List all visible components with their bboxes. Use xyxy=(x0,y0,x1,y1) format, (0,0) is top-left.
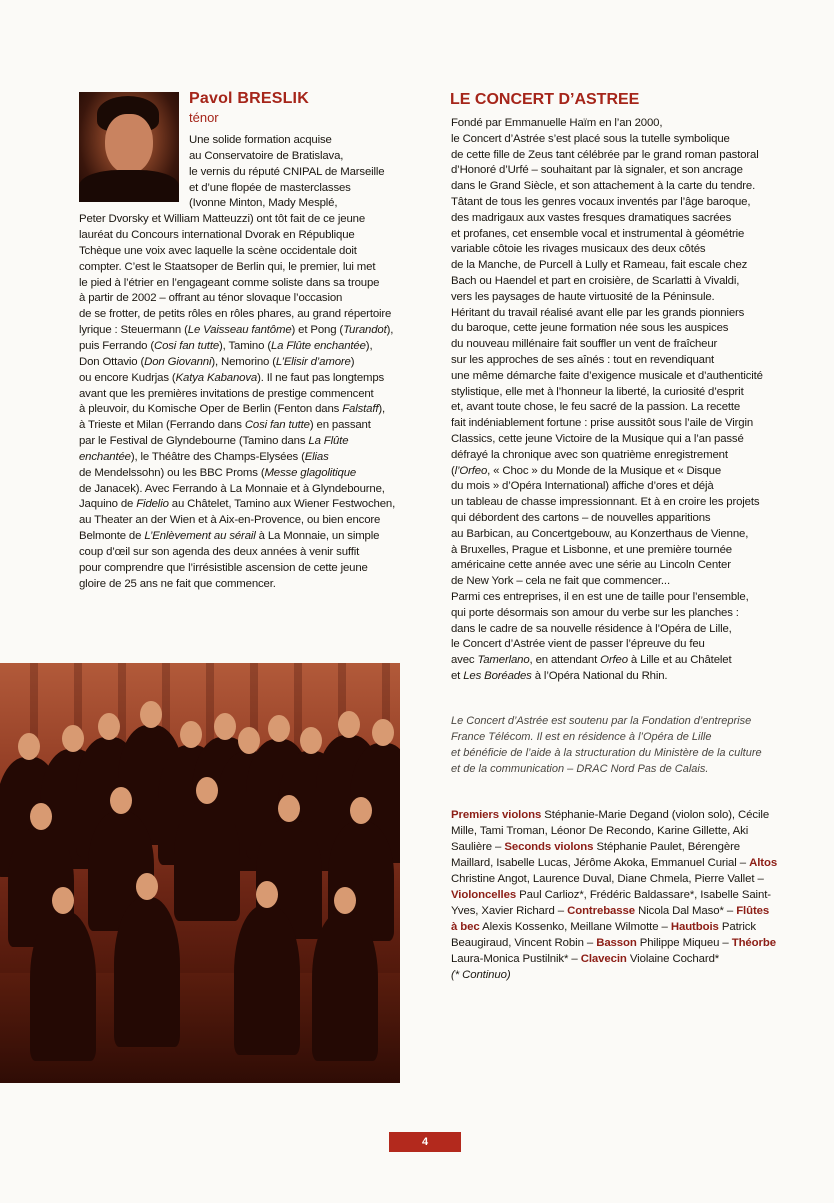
text-line xyxy=(451,163,781,179)
title-italic: Elias xyxy=(304,450,329,463)
text-segment: avec xyxy=(451,654,478,667)
text-segment: le Concert d’Astrée vient de passer l’épreuve du feu xyxy=(451,638,705,651)
text-segment: Tchèque une voix avec laquelle la scène occidentale doit xyxy=(79,244,357,257)
text-segment: à Bruxelles, Prague et Lisbonne, et une première tournée xyxy=(451,543,732,556)
title-italic: Katya Kabanova xyxy=(175,371,258,384)
text-segment: vers les paysages de haute virtuosité de la Péninsule. xyxy=(451,290,715,303)
text-line xyxy=(451,543,781,559)
text-line xyxy=(79,212,401,228)
text-line xyxy=(451,306,781,322)
text-line xyxy=(451,274,781,290)
ensemble-roster xyxy=(451,807,778,983)
title-italic: Messe glagolitique xyxy=(264,466,357,479)
page-number: 4 xyxy=(389,1132,461,1152)
text-segment: Bach ou Haendel et part en croisière, de Scarlatti à Vivaldi, xyxy=(451,274,740,287)
text-segment: Héritant du travail réalisé avant elle par les grands pionniers xyxy=(451,306,745,319)
musician-names: Saulière – xyxy=(451,841,505,853)
text-segment: de cette fille de Zeus tant célébrée par le grand roman pastoral xyxy=(451,148,759,161)
text-line xyxy=(451,511,781,527)
text-line xyxy=(79,418,401,434)
instrument-section: Premiers violons xyxy=(451,809,542,821)
photo-person-face xyxy=(180,721,202,748)
text-line xyxy=(79,466,401,482)
text-line xyxy=(451,321,781,337)
musician-names: Paul Carlioz*, Frédéric Baldassare*, Isabelle Saint- xyxy=(516,889,771,901)
photo-person-body xyxy=(234,905,300,1055)
text-segment: ) et Pong ( xyxy=(291,324,344,337)
text-line xyxy=(451,637,781,653)
text-line xyxy=(451,337,781,353)
text-line xyxy=(79,276,401,292)
text-line xyxy=(79,371,401,387)
photo-person-face xyxy=(110,787,132,814)
photo-person-face xyxy=(338,711,360,738)
musician-names: Alexis Kossenko, Meillane Wilmotte – xyxy=(479,921,671,933)
text-line xyxy=(79,339,401,355)
text-line xyxy=(451,179,781,195)
ensemble-title: LE CONCERT D’ASTREE xyxy=(450,91,640,108)
roster-line xyxy=(451,807,775,823)
text-segment: ), Nemorino ( xyxy=(211,355,276,368)
roster-line xyxy=(451,903,775,919)
text-segment: le pied à l’étrier en l’engageant comme soliste dans sa troupe xyxy=(79,276,380,289)
text-line xyxy=(79,434,401,450)
text-line xyxy=(451,606,781,622)
title-italic: Cosi fan tutte xyxy=(244,419,310,432)
roster-line xyxy=(451,951,775,967)
text-segment: et, avant toute chose, le feu sacré de la passion. La recette xyxy=(451,401,741,414)
text-line xyxy=(451,290,781,306)
text-line xyxy=(79,529,401,545)
musician-names: Stéphanie-Marie Degand (violon solo), Cécile xyxy=(541,809,770,821)
text-segment: Parmi ces entreprises, il en est une de taille pour l’ensemble, xyxy=(451,590,749,603)
title-italic: Les Boréades xyxy=(463,669,532,682)
photo-person-face xyxy=(350,797,372,824)
text-segment: à Lille et au Châtelet xyxy=(627,654,732,667)
sponsor-line: France Télécom. Il est en résidence à l’Opéra de Lille xyxy=(451,731,712,743)
text-line xyxy=(451,369,781,385)
roster-line xyxy=(451,919,775,935)
instrument-section: Contrebasse xyxy=(567,905,635,917)
musician-names: Yves, Xavier Richard – xyxy=(451,905,568,917)
photo-person-face xyxy=(214,713,236,740)
text-segment: au Theater an der Wien et à Aix-en-Provence, ou bien encore xyxy=(79,514,381,527)
text-line xyxy=(79,450,401,466)
title-italic: Cosi fan tutte xyxy=(154,339,220,352)
text-line xyxy=(451,448,781,464)
photo-person-face xyxy=(372,719,394,746)
text-line xyxy=(451,590,781,606)
text-line xyxy=(79,355,401,371)
text-line xyxy=(79,577,401,593)
text-segment: avant que les premières invitations de prestige commencent xyxy=(79,387,374,400)
text-line xyxy=(451,527,781,543)
title-italic: Falstaff xyxy=(342,403,379,416)
text-segment: coup d’œil sur son agenda des deux années à venir suffit xyxy=(79,545,360,558)
text-segment: ou encore Kudrjas ( xyxy=(79,371,176,384)
title-italic: Le Vaisseau fantôme xyxy=(187,324,292,337)
artist-role: ténor xyxy=(189,110,219,125)
text-segment: Belmonte de xyxy=(79,530,145,543)
text-line xyxy=(79,387,401,403)
musician-names: Beaugiraud, Vincent Robin – xyxy=(451,937,597,949)
text-segment: à La Monnaie, un simple xyxy=(255,530,380,543)
text-line xyxy=(451,400,781,416)
text-line xyxy=(451,258,781,274)
text-segment: une même démarche faite d’exigence musicale et d’authenticité xyxy=(451,369,763,382)
text-segment: à pleuvoir, du Komische Oper de Berlin (Fenton dans xyxy=(79,403,343,416)
text-line xyxy=(79,545,401,561)
text-line xyxy=(451,132,781,148)
text-segment: ) en passant xyxy=(309,419,371,432)
text-segment: pour comprendre que l’irrésistible ascension de cette jeune xyxy=(79,561,368,574)
text-segment: par le Festival de Glyndebourne (Tamino dans xyxy=(79,435,309,448)
text-segment: du nouveau millénaire fait souffler un vent de fraîcheur xyxy=(451,338,718,351)
text-segment: de la Manche, de Purcell à Lully et Rameau, fait escale chez xyxy=(451,259,748,272)
instrument-section: Flûtes xyxy=(736,905,770,917)
title-italic: enchantée xyxy=(79,450,131,463)
text-segment: Classics, cette jeune Victoire de la Musique qui a l’an passé xyxy=(451,432,744,445)
title-italic: L’Enlèvement au sérail xyxy=(144,530,256,543)
text-segment: variable côtoie les rivages musicaux des deux côtés xyxy=(451,243,706,256)
musician-names: Nicola Dal Maso* – xyxy=(635,905,737,917)
text-segment: au Conservatoire de Bratislava, xyxy=(189,149,344,162)
text-line xyxy=(79,513,401,529)
text-line xyxy=(451,227,781,243)
musician-names: Stéphanie Paulet, Bérengère xyxy=(593,841,741,853)
text-line xyxy=(451,622,781,638)
instrument-section: Clavecin xyxy=(580,953,627,965)
text-line xyxy=(79,196,401,212)
photo-person-body xyxy=(174,801,240,921)
photo-person-body xyxy=(30,911,96,1061)
text-segment: au Châtelet, Tamino aux Wiener Festwochen, xyxy=(168,498,396,511)
text-segment: du baroque, cette jeune formation née sous les auspices xyxy=(451,322,729,335)
text-segment: à l’Opéra National du Rhin. xyxy=(531,669,668,682)
text-segment: (Ivonne Minton, Mady Mesplé, xyxy=(189,197,338,210)
text-segment: un tableau de chasse impressionnant. Et à en croire les projets xyxy=(451,496,760,509)
instrument-section: à bec xyxy=(451,921,480,933)
text-segment: lauréat du Concours international Dvorak en République xyxy=(79,229,355,242)
text-line xyxy=(79,291,401,307)
text-segment: sur les approches de ses aînés : tout en revendiquant xyxy=(451,353,715,366)
text-segment: ( xyxy=(451,464,455,477)
instrument-section: Basson xyxy=(596,937,637,949)
roster-line xyxy=(451,839,775,855)
text-segment: défrayé la chronique avec son quatrième enregistrement xyxy=(451,448,728,461)
text-segment: Une solide formation acquise xyxy=(189,134,332,146)
text-line xyxy=(451,148,781,164)
text-segment: fait indéniablement fortune : prise aussitôt sous l’aile de Virgin xyxy=(451,417,754,430)
text-segment: ), le Théâtre des Champs-Elysées ( xyxy=(130,450,305,463)
text-segment: puis Ferrando ( xyxy=(79,339,154,352)
text-segment: de Janacek). Avec Ferrando à La Monnaie et à Glyndebourne, xyxy=(79,482,385,495)
ensemble-photo xyxy=(0,663,400,1083)
roster-line xyxy=(451,935,775,951)
sponsor-line: et bénéficie de l’aide à la structuration du Ministère de la culture xyxy=(451,747,762,759)
title-italic: L’Elisir d’amore xyxy=(275,355,351,368)
roster-line xyxy=(451,855,778,871)
text-segment: Don Ottavio ( xyxy=(79,355,145,368)
text-segment: et profanes, cet ensemble vocal et instrumental à géométrie xyxy=(451,227,745,240)
text-segment: , en attendant xyxy=(529,654,601,667)
musician-names: Mille, Tami Troman, Léonor De Recondo, Karine Gillette, Aki xyxy=(451,825,749,837)
title-italic: Don Giovanni xyxy=(144,355,212,368)
title-italic: La Flûte enchantée xyxy=(270,339,366,352)
photo-person-face xyxy=(18,733,40,760)
text-segment: gloire de 25 ans ne fait que commencer. xyxy=(79,577,276,590)
text-segment: Tâtant de tous les genres vocaux inventés par l’âge baroque, xyxy=(451,195,751,208)
ensemble-description xyxy=(451,116,781,685)
title-italic: Fidelio xyxy=(136,498,169,511)
sponsor-line: Le Concert d’Astrée est soutenu par la Fondation d’entreprise xyxy=(451,715,752,727)
text-segment: à partir de 2002 – offrant au ténor slovaque l’occasion xyxy=(79,292,343,305)
photo-person-face xyxy=(52,887,74,914)
text-segment: ), xyxy=(365,339,373,352)
text-segment: dans le Grand Siècle, et son attachement à la carte du tendre. xyxy=(451,180,756,193)
text-segment: ). Il ne faut pas longtemps xyxy=(257,371,385,384)
musician-names: Violaine Cochard* xyxy=(626,953,720,965)
instrument-section: Altos xyxy=(749,857,778,869)
photo-person-face xyxy=(300,727,322,754)
text-segment: Fondé par Emmanuelle Haïm en l’an 2000, xyxy=(451,117,663,129)
text-line xyxy=(451,495,781,511)
text-line xyxy=(451,558,781,574)
title-italic: Orfeo xyxy=(600,654,628,667)
text-segment: de se frotter, de petits rôles en rôles phares, au grand répertoire xyxy=(79,308,392,321)
photo-person-face xyxy=(196,777,218,804)
text-line xyxy=(451,653,781,669)
continuo-note: (* Continuo) xyxy=(451,969,511,981)
photo-person-face xyxy=(278,795,300,822)
text-line xyxy=(79,561,401,577)
title-italic: La Flûte xyxy=(308,435,349,448)
text-segment: le Concert d’Astrée s’est placé sous la tutelle symbolique xyxy=(451,132,730,145)
text-line xyxy=(451,432,781,448)
sponsor-note xyxy=(451,713,781,777)
text-segment: ), xyxy=(378,403,386,416)
text-line xyxy=(451,116,781,132)
photo-person-face xyxy=(62,725,84,752)
instrument-section: Hautbois xyxy=(670,921,719,933)
text-segment: lyrique : Steuermann ( xyxy=(79,324,188,337)
text-line xyxy=(451,385,781,401)
text-segment: de Mendelssohn) ou les BBC Proms ( xyxy=(79,466,265,479)
text-line xyxy=(79,260,401,276)
title-italic: l’Orfeo xyxy=(454,464,488,477)
text-line xyxy=(79,482,401,498)
text-line xyxy=(79,165,401,181)
text-line xyxy=(79,323,401,339)
text-segment: du mois » d’Opéra International) affiche d’ores et déjà xyxy=(451,480,714,493)
text-segment: qui porte désormais son amour du verbe sur les planches : xyxy=(451,606,739,619)
text-segment: ), Tamino ( xyxy=(219,339,271,352)
text-line xyxy=(79,497,401,513)
text-segment: de New York – cela ne fait que commencer... xyxy=(451,575,670,588)
text-segment: , « Choc » du Monde de la Musique et « Disque xyxy=(487,464,722,477)
text-line xyxy=(451,195,781,211)
photo-person-face xyxy=(30,803,52,830)
text-line xyxy=(451,464,781,480)
artist-name: Pavol BRESLIK xyxy=(189,90,309,107)
text-line xyxy=(79,228,401,244)
musician-names: Christine Angot, Laurence Duval, Diane Chmela, Pierre Vallet – xyxy=(451,873,764,885)
instrument-section: Violoncelles xyxy=(451,889,517,901)
text-segment: et xyxy=(451,669,464,682)
text-line xyxy=(79,307,401,323)
photo-person-face xyxy=(334,887,356,914)
text-line xyxy=(451,479,781,495)
roster-line xyxy=(451,967,775,983)
text-line xyxy=(451,211,781,227)
text-segment: dans le cadre de sa nouvelle résidence à l’Opéra de Lille, xyxy=(451,622,732,635)
text-segment: des madrigaux aux vastes fresques dramatiques sacrées xyxy=(451,211,732,224)
text-line xyxy=(451,242,781,258)
photo-person-body xyxy=(312,911,378,1061)
text-segment: et d’une flopée de masterclasses xyxy=(189,181,351,194)
title-italic: Tamerlano xyxy=(477,654,530,667)
instrument-section: Seconds violons xyxy=(504,841,594,853)
musician-names: Patrick xyxy=(718,921,756,933)
text-segment: au Barbican, au Concertgebouw, au Konzerthaus de Vienne, xyxy=(451,527,749,540)
title-italic: Turandot xyxy=(343,324,387,337)
text-segment: ), xyxy=(386,324,394,337)
text-line xyxy=(451,574,781,590)
text-line xyxy=(79,181,401,197)
text-segment: compter. C’est le Staatsoper de Berlin qui, le premier, lui met xyxy=(79,260,376,273)
text-segment: à Trieste et Milan (Ferrando dans xyxy=(79,419,245,432)
text-line xyxy=(79,244,401,260)
text-segment: américaine cette année avec une série au Lincoln Center xyxy=(451,559,731,572)
roster-line xyxy=(451,871,775,887)
text-segment: qui débordent des cartons – de nouvelles apparitions xyxy=(451,511,711,524)
text-segment: Jaquino de xyxy=(79,498,137,511)
musician-names: Laura-Monica Pustilnik* – xyxy=(451,953,581,965)
text-segment: d’Honoré d’Urfé – souhaitant par là signaler, et son ancrage xyxy=(451,164,743,177)
musician-names: Maillard, Isabelle Lucas, Jérôme Akoka, Emmanuel Curial – xyxy=(451,857,750,869)
photo-person-face xyxy=(256,881,278,908)
text-segment: le vernis du réputé CNIPAL de Marseille xyxy=(189,165,385,178)
photo-person-face xyxy=(136,873,158,900)
text-segment: stylistique, elle met à l’honneur la liberté, la curiosité d’esprit xyxy=(451,385,744,398)
text-line xyxy=(451,416,781,432)
sponsor-line: et de la communication – DRAC Nord Pas de Calais. xyxy=(451,763,709,775)
text-line xyxy=(79,402,401,418)
photo-person-face xyxy=(140,701,162,728)
text-line xyxy=(79,149,401,165)
photo-person-body xyxy=(114,897,180,1047)
text-line xyxy=(451,669,781,685)
photo-person-face xyxy=(98,713,120,740)
musician-names: Philippe Miqueu – xyxy=(636,937,732,949)
text-segment: ) xyxy=(350,355,355,368)
roster-line xyxy=(451,823,775,839)
photo-person-face xyxy=(268,715,290,742)
roster-line xyxy=(451,887,775,903)
text-line xyxy=(451,353,781,369)
text-line xyxy=(79,133,401,149)
text-segment: Peter Dvorsky et William Matteuzzi) ont tôt fait de ce jeune xyxy=(79,213,366,226)
instrument-section: Théorbe xyxy=(731,937,776,949)
artist-biography xyxy=(79,133,401,592)
